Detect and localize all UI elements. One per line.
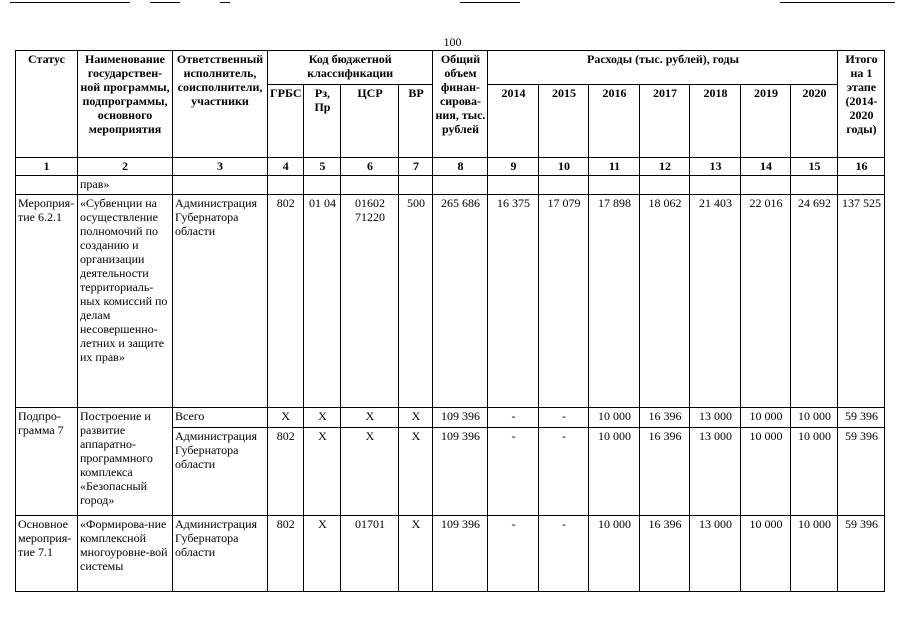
subprogram-2017: 16 396 — [640, 408, 690, 428]
subprogram-2016: 10 000 — [589, 428, 640, 516]
header-year-2015: 2015 — [539, 85, 589, 158]
main-event-2016: 10 000 — [589, 516, 640, 592]
row-rz: 01 04 — [304, 195, 341, 408]
column-number: 14 — [741, 158, 791, 176]
subprogram-itogo: 59 396 — [838, 408, 885, 428]
main-event-name: «Формирова-ние комплексной многоуровне-вой системы — [78, 516, 173, 592]
header-itogo: Итого на 1 этапе (2014-2020 годы) — [838, 51, 885, 158]
column-number: 12 — [640, 158, 690, 176]
header-executor: Ответственный исполнитель, соисполнители, участники — [173, 51, 268, 158]
subprogram-2019: 10 000 — [741, 428, 791, 516]
subprogram-grbs: X — [268, 408, 304, 428]
header-year-2017: 2017 — [640, 85, 690, 158]
subprogram-2015: - — [539, 428, 589, 516]
subprogram-2018: 13 000 — [690, 408, 741, 428]
column-number: 8 — [433, 158, 488, 176]
main-event-2018: 13 000 — [690, 516, 741, 592]
header-vr: ВР — [399, 85, 433, 158]
main-event-csr: 01701 — [341, 516, 399, 592]
row-name: «Субвенции на осуществление полномочий по созданию и организации деятельности территориаль-ных комиссий по делам несовершенно-летних и защите их прав» — [78, 195, 173, 408]
column-number: 5 — [304, 158, 341, 176]
subprogram-itogo: 59 396 — [838, 428, 885, 516]
subprogram-2014: - — [488, 428, 539, 516]
main-event-2020: 10 000 — [791, 516, 838, 592]
budget-table — [15, 50, 885, 592]
subprogram-2018: 13 000 — [690, 428, 741, 516]
column-number: 6 — [341, 158, 399, 176]
subprogram-csr: X — [341, 408, 399, 428]
row-2017: 18 062 — [640, 195, 690, 408]
header-total: Общий объем финан-сирова-ния, тыс. рублей — [433, 51, 488, 158]
header-year-2016: 2016 — [589, 85, 640, 158]
column-number: 3 — [173, 158, 268, 176]
header-year-2018: 2018 — [690, 85, 741, 158]
main-event-total: 109 396 — [433, 516, 488, 592]
row-2020: 24 692 — [791, 195, 838, 408]
header-name: Наименование государствен-ной программы, подпрограммы, основного мероприятия — [78, 51, 173, 158]
column-number: 11 — [589, 158, 640, 176]
header-csr: ЦСР — [341, 85, 399, 158]
page-number: 100 — [443, 35, 462, 49]
subprogram-rz: X — [304, 408, 341, 428]
row-executor: Администрация Губернатора области — [173, 195, 268, 408]
subprogram-grbs: 802 — [268, 428, 304, 516]
row-total: 265 686 — [433, 195, 488, 408]
main-event-grbs: 802 — [268, 516, 304, 592]
main-event-row — [16, 516, 885, 592]
main-event-executor: Администрация Губернатора области — [173, 516, 268, 592]
main-event-2019: 10 000 — [741, 516, 791, 592]
subprogram-total: 109 396 — [433, 428, 488, 516]
main-event-itogo: 59 396 — [838, 516, 885, 592]
subprogram-total-row — [16, 408, 885, 428]
row-2018: 21 403 — [690, 195, 741, 408]
main-event-2014: - — [488, 516, 539, 592]
subprogram-2015: - — [539, 408, 589, 428]
row-csr: 01602 71220 — [341, 195, 399, 408]
subprogram-2020: 10 000 — [791, 408, 838, 428]
header-year-2019: 2019 — [741, 85, 791, 158]
header-expenses: Расходы (тыс. рублей), годы — [488, 51, 838, 85]
column-number: 2 — [78, 158, 173, 176]
subprogram-vr: X — [399, 408, 433, 428]
subprogram-executor: Администрация Губернатора области — [173, 428, 268, 516]
subprogram-2016: 10 000 — [589, 408, 640, 428]
scan-top-line — [0, 2, 905, 3]
subprogram-2019: 10 000 — [741, 408, 791, 428]
row-2015: 17 079 — [539, 195, 589, 408]
subprogram-2014: - — [488, 408, 539, 428]
row-status: Мероприя-тие 6.2.1 — [16, 195, 78, 408]
subprogram-2020: 10 000 — [791, 428, 838, 516]
subprogram-vr: X — [399, 428, 433, 516]
row-itogo: 137 525 — [838, 195, 885, 408]
row-vr: 500 — [399, 195, 433, 408]
row-2014: 16 375 — [488, 195, 539, 408]
column-number: 13 — [690, 158, 741, 176]
main-event-vr: X — [399, 516, 433, 592]
row-grbs: 802 — [268, 195, 304, 408]
subprogram-name: Построение и развитие аппаратно-программного комплекса «Безопасный город» — [78, 408, 173, 516]
subprogram-csr: X — [341, 428, 399, 516]
subprogram-executor: Всего — [173, 408, 268, 428]
header-rz: Рз, Пр — [304, 85, 341, 158]
column-number: 15 — [791, 158, 838, 176]
column-number: 4 — [268, 158, 304, 176]
subprogram-status: Подпро-грамма 7 — [16, 408, 78, 516]
header-grbs: ГРБС — [268, 85, 304, 158]
column-number-row — [16, 158, 885, 176]
subprogram-2017: 16 396 — [640, 428, 690, 516]
subprogram-rz: X — [304, 428, 341, 516]
main-event-2017: 16 396 — [640, 516, 690, 592]
header-budget-code: Код бюджетной классификации — [268, 51, 433, 85]
main-event-status: Основное мероприя-тие 7.1 — [16, 516, 78, 592]
continuation-row — [16, 176, 885, 195]
header-year-2020: 2020 — [791, 85, 838, 158]
subprogram-total: 109 396 — [433, 408, 488, 428]
main-event-2015: - — [539, 516, 589, 592]
main-event-rz: X — [304, 516, 341, 592]
table-row — [16, 195, 885, 408]
column-number: 1 — [16, 158, 78, 176]
header-status: Статус — [16, 51, 78, 158]
column-number: 7 — [399, 158, 433, 176]
column-number: 9 — [488, 158, 539, 176]
continuation-text: прав» — [78, 176, 173, 195]
column-number: 16 — [838, 158, 885, 176]
column-number: 10 — [539, 158, 589, 176]
row-2019: 22 016 — [741, 195, 791, 408]
row-2016: 17 898 — [589, 195, 640, 408]
header-year-2014: 2014 — [488, 85, 539, 158]
